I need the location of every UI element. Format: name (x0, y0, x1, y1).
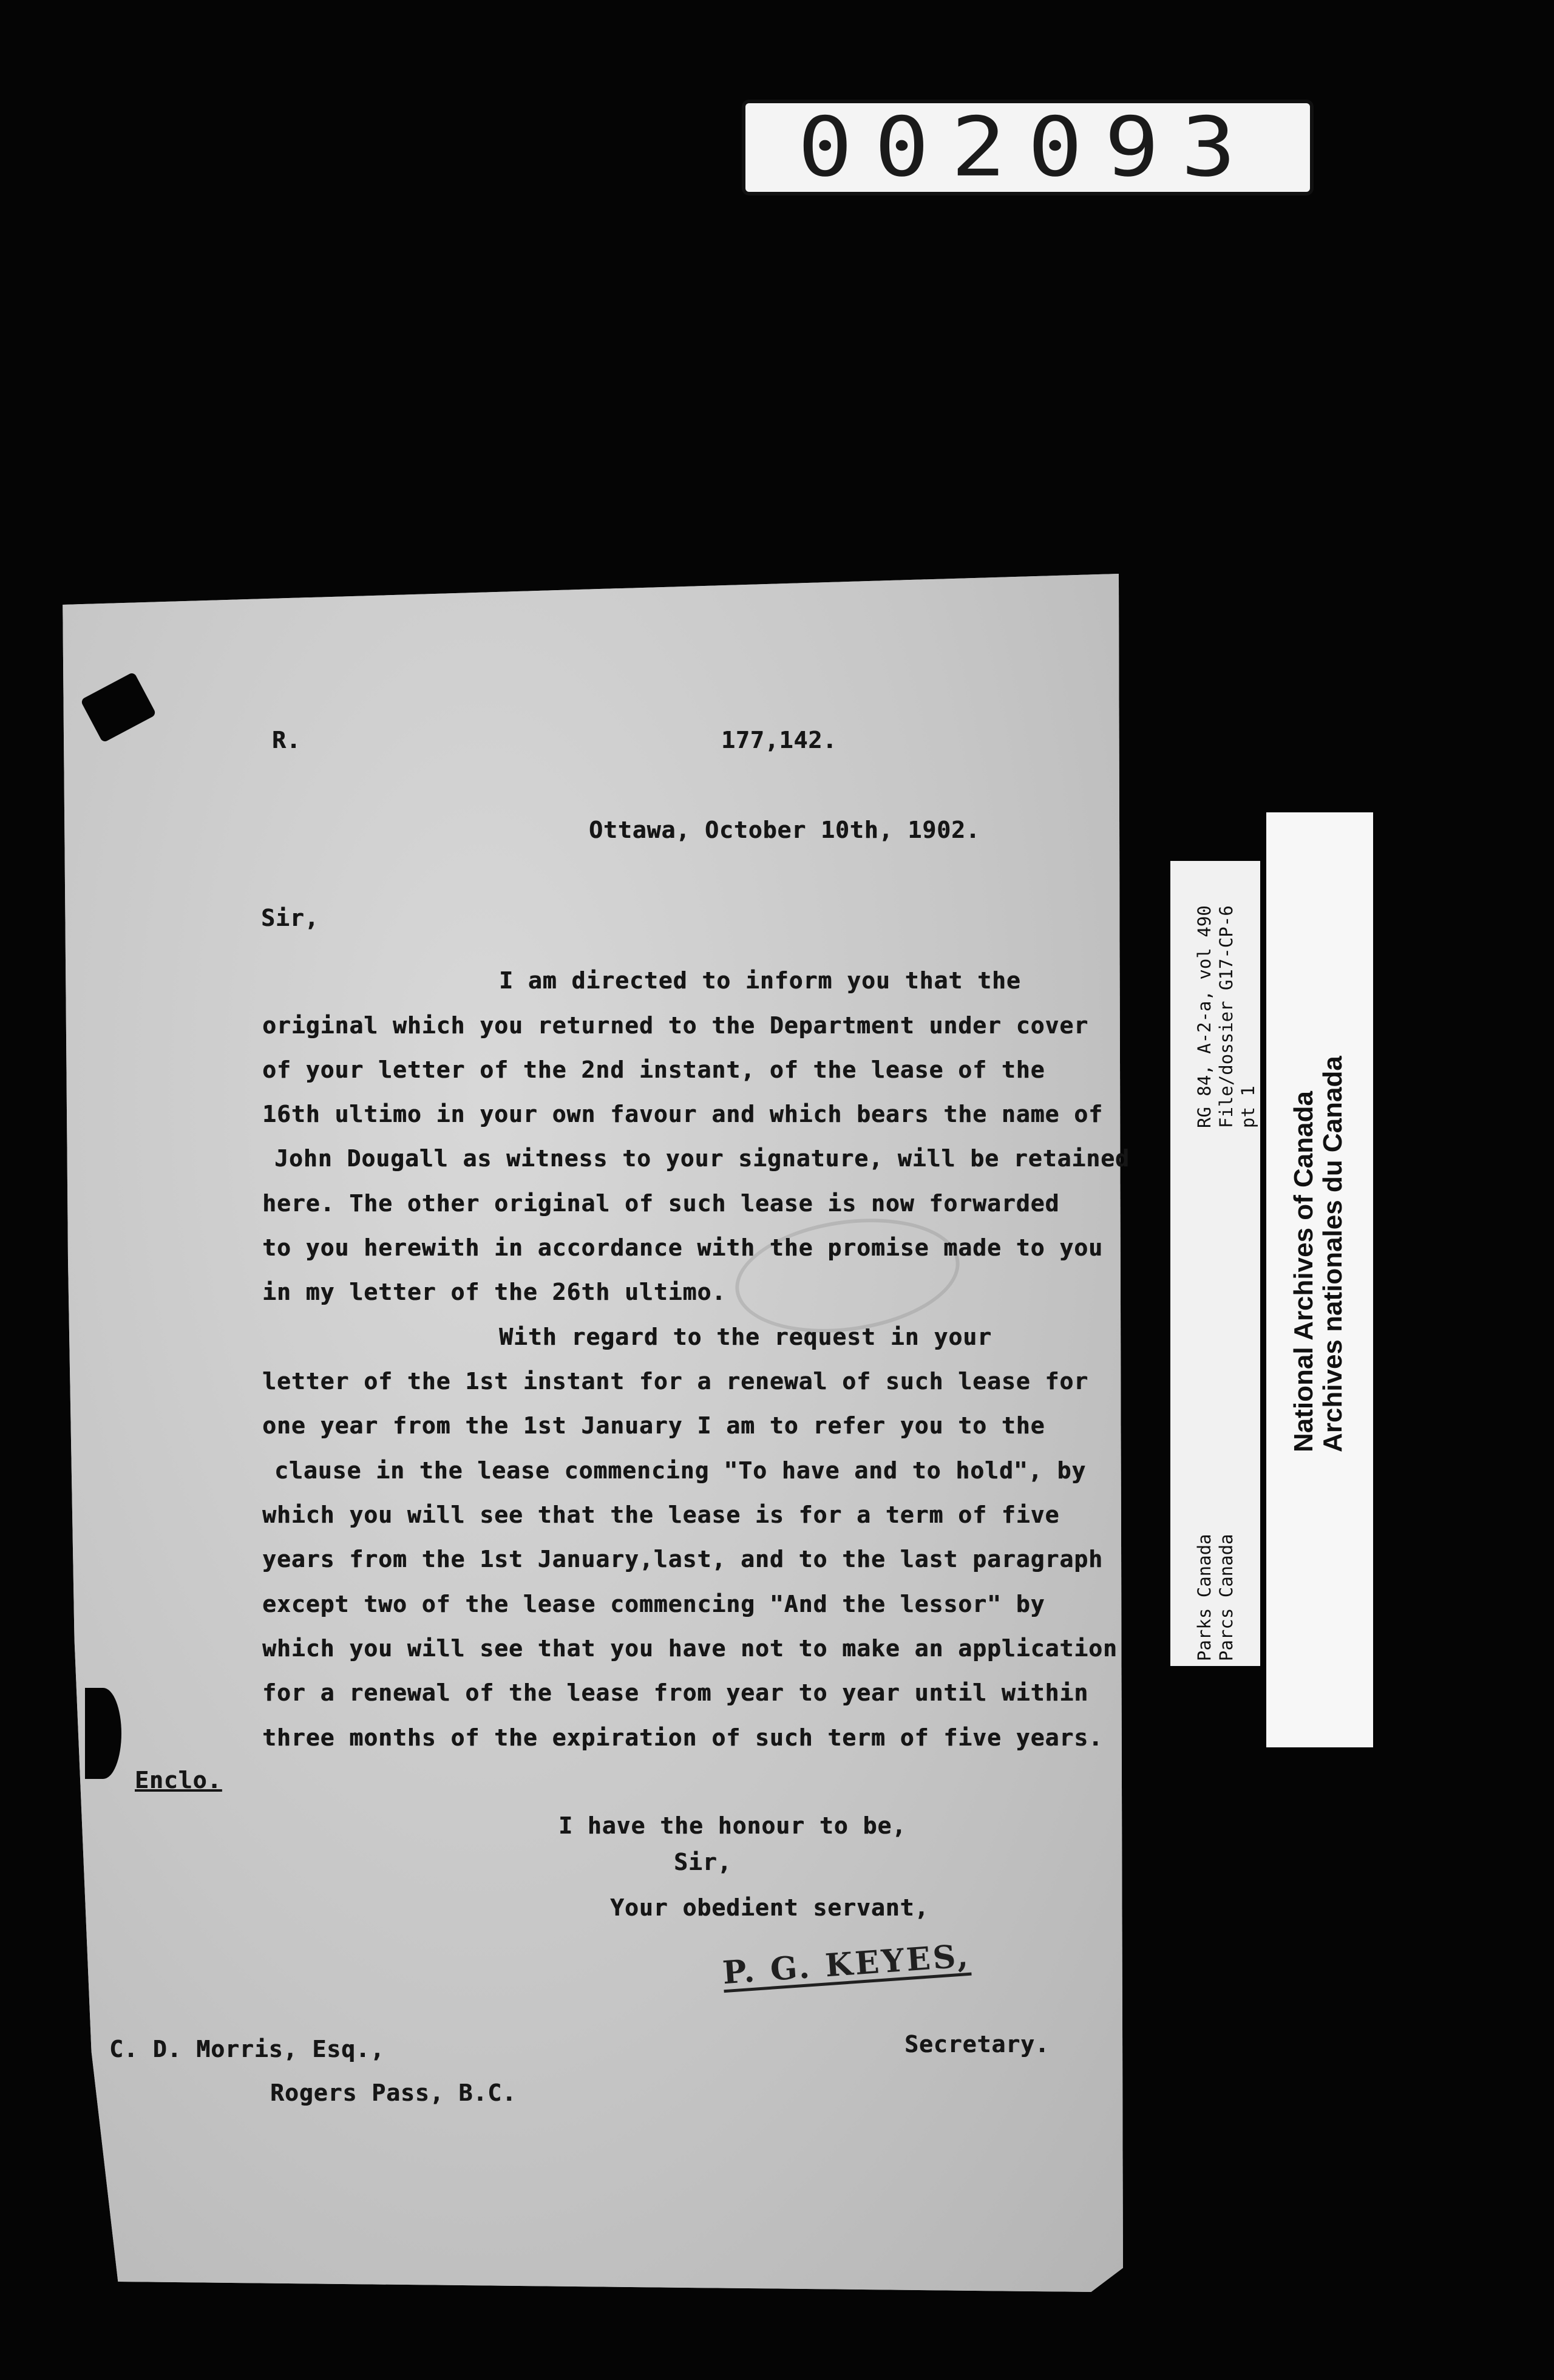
file-number: 177,142. (721, 727, 838, 753)
body-line: to you herewith in accordance with the promise made to you (262, 1234, 1103, 1261)
institution-name: National Archives of Canada Archives nationales du Canada (1289, 1056, 1348, 1452)
body-line: of your letter of the 2nd instant, of the lease of the (262, 1056, 1045, 1083)
body-line: three months of the expiration of such term of five years. (262, 1724, 1103, 1751)
body-line: clause in the lease commencing "To have and to hold", by (274, 1457, 1087, 1484)
archive-reference: RG 84, A-2-a, vol 490 File/dossier G17-CP-6 pt 1 (1194, 905, 1258, 1128)
frame-number: 002093 (798, 100, 1258, 195)
body-line: original which you returned to the Department under cover (262, 1012, 1089, 1039)
frame-counter (745, 100, 1310, 195)
body-line: which you will see that the lease is for a term of five (262, 1501, 1060, 1528)
addressee-place: Rogers Pass, B.C. (270, 2079, 517, 2106)
signature-stamp: P. G. KEYES, (721, 1937, 972, 1992)
body-line: With regard to the request in your (499, 1324, 992, 1350)
closing-line: Your obedient servant, (610, 1894, 929, 1921)
body-line: letter of the 1st instant for a renewal of such lease for (262, 1368, 1089, 1395)
agency-name: Parks Canada Parcs Canada (1194, 1534, 1237, 1661)
archive-reference-label (1170, 861, 1260, 1666)
institution-label (1266, 812, 1373, 1747)
file-initial: R. (272, 727, 301, 753)
body-line: I am directed to inform you that the (499, 967, 1021, 994)
body-line: which you will see that you have not to make an application (262, 1635, 1118, 1662)
body-line: years from the 1st January,last, and to the last paragraph (262, 1546, 1103, 1572)
torn-edge-notch (85, 1688, 121, 1779)
salutation: Sir, (261, 905, 319, 931)
body-line: for a renewal of the lease from year to year until within (262, 1679, 1089, 1706)
closing-line: Sir, (674, 1849, 732, 1875)
closing-line: I have the honour to be, (558, 1812, 907, 1839)
body-line: John Dougall as witness to your signature, will be retained (274, 1145, 1130, 1172)
body-line: 16th ultimo in your own favour and which bears the name of (262, 1101, 1103, 1127)
enclosure-note: Enclo. (135, 1767, 222, 1793)
body-line: except two of the lease commencing "And the lessor" by (262, 1591, 1045, 1617)
body-line: here. The other original of such lease is now forwarded (262, 1190, 1060, 1217)
body-line: in my letter of the 26th ultimo. (262, 1279, 727, 1305)
place-date: Ottawa, October 10th, 1902. (589, 817, 980, 843)
addressee-name: C. D. Morris, Esq., (109, 2036, 385, 2062)
body-line: one year from the 1st January I am to refer you to the (262, 1412, 1045, 1439)
signatory-title: Secretary. (904, 2031, 1050, 2058)
